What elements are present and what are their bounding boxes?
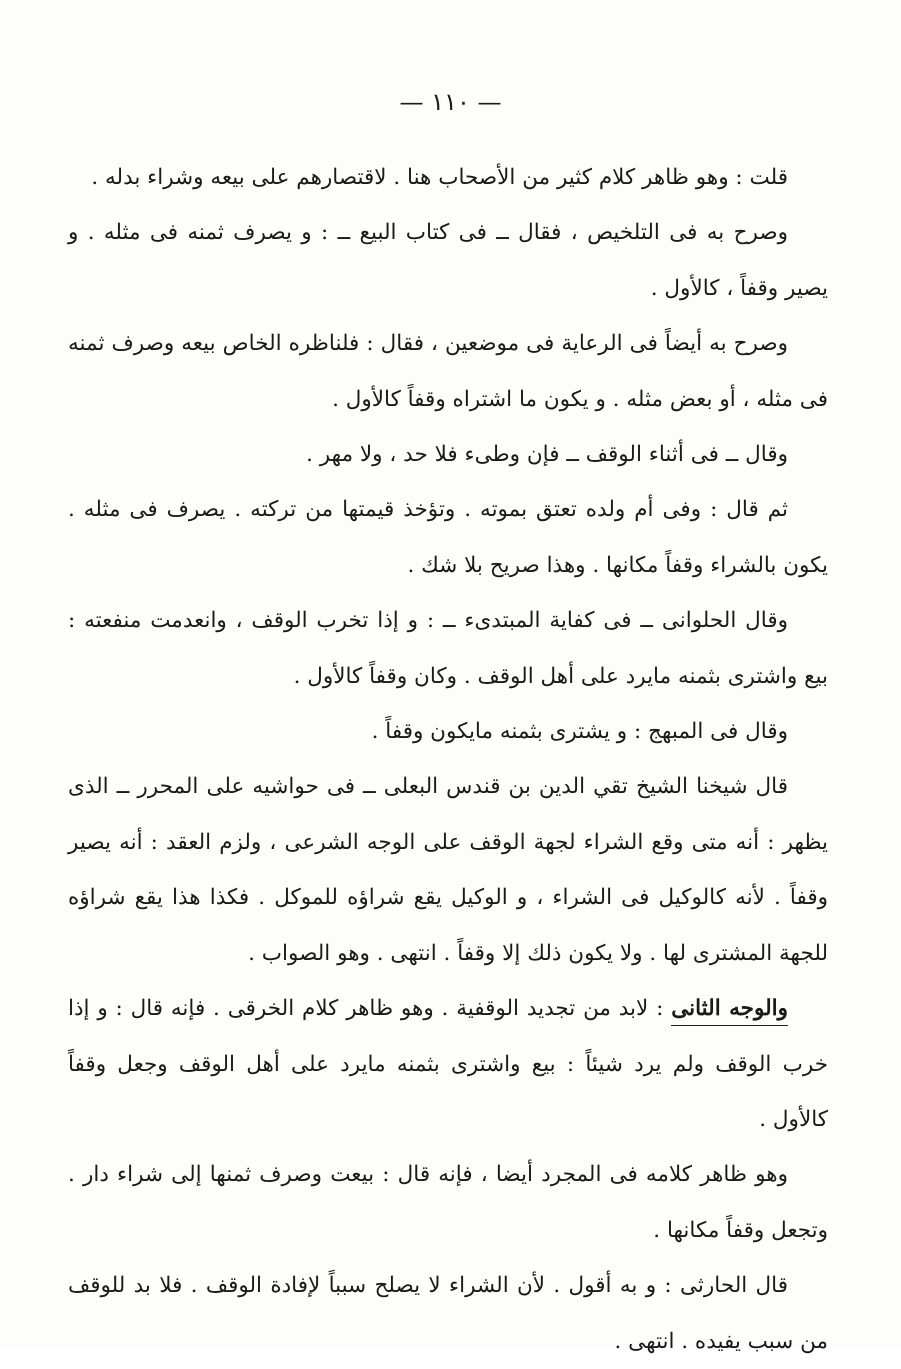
- paragraph-7: وقال فى المبهج : و يشترى بثمنه مايكون وقفاً .: [371, 719, 788, 745]
- paragraph-4: وقال ــ فى أثناء الوقف ــ فإن وطىء فلا حد ، ولا مهر .: [306, 442, 788, 468]
- second-aspect-heading: والوجه الثانى: [671, 996, 788, 1026]
- second-aspect-text: : لابد من تجديد الوقفية . وهو ظاهر كلام الخرقى . فإنه قال : و إذا خرب الوقف ولم يرد شيئاً : بيع واشترى بثمنه مايرد على أهل الوقف وجعل وقفاً كالأول .: [68, 996, 828, 1132]
- paragraph-10: قال الحارثى : و به أقول . لأن الشراء لا يصلح سبباً لإفادة الوقف . فلا بد للوقف من سبب يفيده . انتهى .: [68, 1273, 828, 1354]
- paragraph-2: وصرح به فى التلخيص ، فقال ــ فى كتاب البيع ــ : و يصرف ثمنه فى مثله . و يصير وقفاً ، كالأول .: [68, 220, 828, 301]
- paragraph-6: وقال الحلوانى ــ فى كفاية المبتدىء ــ : و إذا تخرب الوقف ، وانعدمت منفعته : بيع واشترى بثمنه مايرد على أهل الوقف . وكان وقفاً كالأول .: [68, 608, 828, 689]
- page-number: — ١١٠ —: [399, 88, 502, 116]
- body-text: [68, 150, 828, 1369]
- paragraph-9: وهو ظاهر كلامه فى المجرد أيضا ، فإنه قال : بيعت وصرف ثمنها إلى شراء دار . وتجعل وقفاً مكانها .: [68, 1162, 828, 1243]
- paragraph-8: قال شيخنا الشيخ تقي الدين بن قندس البعلى ــ فى حواشيه على المحرر ــ الذى يظهر : أنه متى وقع الشراء لجهة الوقف على الوجه الشرعى ، ولزم العقد : أنه يصير وقفاً . لأنه كالوكيل فى الشراء ، و الوكيل يقع شراؤه للموكل . فكذا هذا يقع شراؤه للجهة المشترى لها . ولا يكون ذلك إلا وقفاً . انتهى . وهو الصواب .: [68, 774, 828, 966]
- paragraph-1: قلت : وهو ظاهر كلام كثير من الأصحاب هنا . لاقتصارهم على بيعه وشراء بدله .: [91, 165, 788, 190]
- paragraph-5: ثم قال : وفى أم ولده تعتق بموته . وتؤخذ قيمتها من تركته . يصرف فى مثله . يكون بالشراء وقفاً مكانها . وهذا صريح بلا شك .: [68, 497, 828, 578]
- paragraph-second-aspect: [68, 981, 828, 1147]
- paragraph-3: وصرح به أيضاً فى الرعاية فى موضعين ، فقال : فلناظره الخاص بيعه وصرف ثمنه فى مثله ، أو بعض مثله . و يكون ما اشتراه وقفاً كالأول .: [68, 331, 828, 412]
